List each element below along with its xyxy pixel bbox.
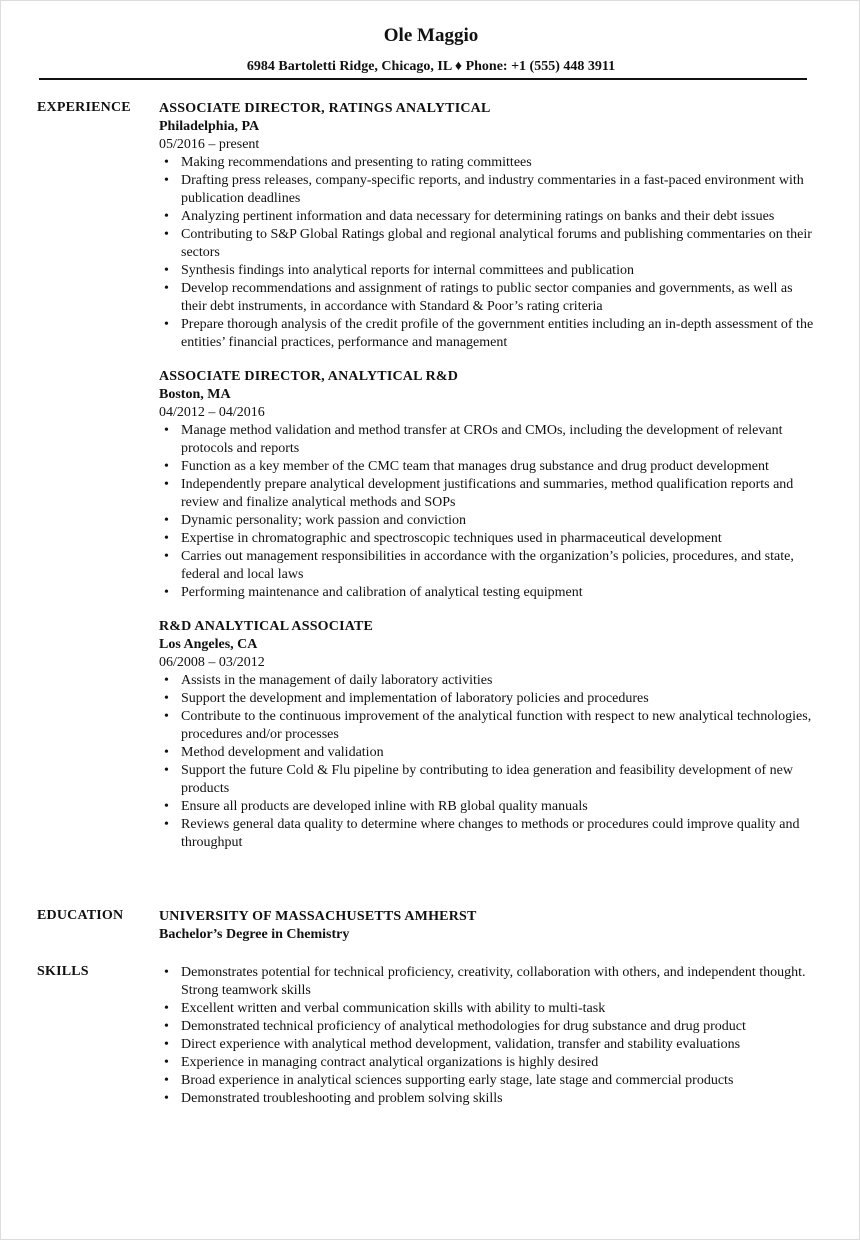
job-title: R&D ANALYTICAL ASSOCIATE	[159, 619, 374, 634]
skills-body	[159, 964, 819, 1108]
degree: Bachelor’s Degree in Chemistry	[159, 927, 350, 942]
bullet-item: • Making recommendations and presenting to rating committees	[159, 154, 819, 172]
bullet-item: • Expertise in chromatographic and spectroscopic techniques used in pharmaceutical development	[159, 530, 819, 548]
job-title: ASSOCIATE DIRECTOR, ANALYTICAL R&D	[159, 369, 459, 384]
bullet-item: • Broad experience in analytical sciences supporting early stage, late stage and commercial products	[159, 1072, 819, 1090]
job-dates: 06/2008 – 03/2012	[159, 655, 265, 670]
bullet-item: • Demonstrates potential for technical proficiency, creativity, collaboration with others, and independent thought. Strong teamwork skills	[159, 964, 819, 1000]
candidate-name: Ole Maggio	[383, 25, 479, 46]
skills-label: SKILLS	[37, 964, 89, 979]
job-entry	[159, 618, 819, 852]
bullet-item: • Assists in the management of daily laboratory activities	[159, 672, 819, 690]
school-name: UNIVERSITY OF MASSACHUSETTS AMHERST	[159, 909, 477, 924]
bullet-item: • Ensure all products are developed inline with RB global quality manuals	[159, 798, 819, 816]
job-bullets	[159, 672, 819, 852]
bullet-item: • Drafting press releases, company-specific reports, and industry commentaries in a fast-paced environment with publication deadlines	[159, 172, 819, 208]
job-dates: 04/2012 – 04/2016	[159, 405, 265, 420]
education-label: EDUCATION	[37, 908, 124, 923]
education-body	[159, 908, 819, 944]
job-bullets	[159, 422, 819, 602]
bullet-item: • Support the development and implementation of laboratory policies and procedures	[159, 690, 819, 708]
bullet-item: • Function as a key member of the CMC team that manages drug substance and drug product development	[159, 458, 819, 476]
bullet-item: • Develop recommendations and assignment of ratings to public sector companies and governments, as well as their debt instruments, in accordance with Standard & Poor’s rating criteria	[159, 280, 819, 316]
bullet-item: • Manage method validation and method transfer at CROs and CMOs, including the development of relevant protocols and reports	[159, 422, 819, 458]
bullet-item: • Dynamic personality; work passion and conviction	[159, 512, 819, 530]
bullet-item: • Reviews general data quality to determine where changes to methods or procedures could improve quality and throughput	[159, 816, 819, 852]
bullet-item: • Prepare thorough analysis of the credit profile of the government entities including an in-depth assessment of the entities’ financial practices, performance and management	[159, 316, 819, 352]
contact-line: 6984 Bartoletti Ridge, Chicago, IL ♦ Phone: +1 (555) 448 3911	[246, 59, 616, 74]
job-title: ASSOCIATE DIRECTOR, RATINGS ANALYTICAL	[159, 101, 491, 116]
bullet-item: • Analyzing pertinent information and data necessary for determining ratings on banks and their debt issues	[159, 208, 819, 226]
skills-bullets	[159, 964, 819, 1108]
experience-body	[159, 100, 819, 868]
job-location: Philadelphia, PA	[159, 119, 260, 134]
bullet-item: • Excellent written and verbal communication skills with ability to multi-task	[159, 1000, 819, 1018]
bullet-item: • Contributing to S&P Global Ratings global and regional analytical forums and publishing commentaries on their sectors	[159, 226, 819, 262]
job-location: Los Angeles, CA	[159, 637, 258, 652]
bullet-item: • Carries out management responsibilities in accordance with the organization’s policies, procedures, and state, federal and local laws	[159, 548, 819, 584]
bullet-item: • Demonstrated troubleshooting and problem solving skills	[159, 1090, 819, 1108]
job-location: Boston, MA	[159, 387, 231, 402]
job-dates: 05/2016 – present	[159, 137, 260, 152]
bullet-item: • Method development and validation	[159, 744, 819, 762]
experience-label: EXPERIENCE	[37, 100, 131, 115]
bullet-item: • Demonstrated technical proficiency of analytical methodologies for drug substance and drug product	[159, 1018, 819, 1036]
header-divider	[39, 78, 807, 80]
bullet-item: • Independently prepare analytical development justifications and summaries, method qualification reports and review and finalize analytical methods and SOPs	[159, 476, 819, 512]
job-entry	[159, 100, 819, 352]
job-entry	[159, 368, 819, 602]
bullet-item: • Contribute to the continuous improvement of the analytical function with respect to new analytical technologies, procedures and/or processes	[159, 708, 819, 744]
job-bullets	[159, 154, 819, 352]
bullet-item: • Synthesis findings into analytical reports for internal committees and publication	[159, 262, 819, 280]
bullet-item: • Experience in managing contract analytical organizations is highly desired	[159, 1054, 819, 1072]
bullet-item: • Support the future Cold & Flu pipeline by contributing to idea generation and feasibility development of new products	[159, 762, 819, 798]
bullet-item: • Performing maintenance and calibration of analytical testing equipment	[159, 584, 819, 602]
bullet-item: • Direct experience with analytical method development, validation, transfer and stability evaluations	[159, 1036, 819, 1054]
